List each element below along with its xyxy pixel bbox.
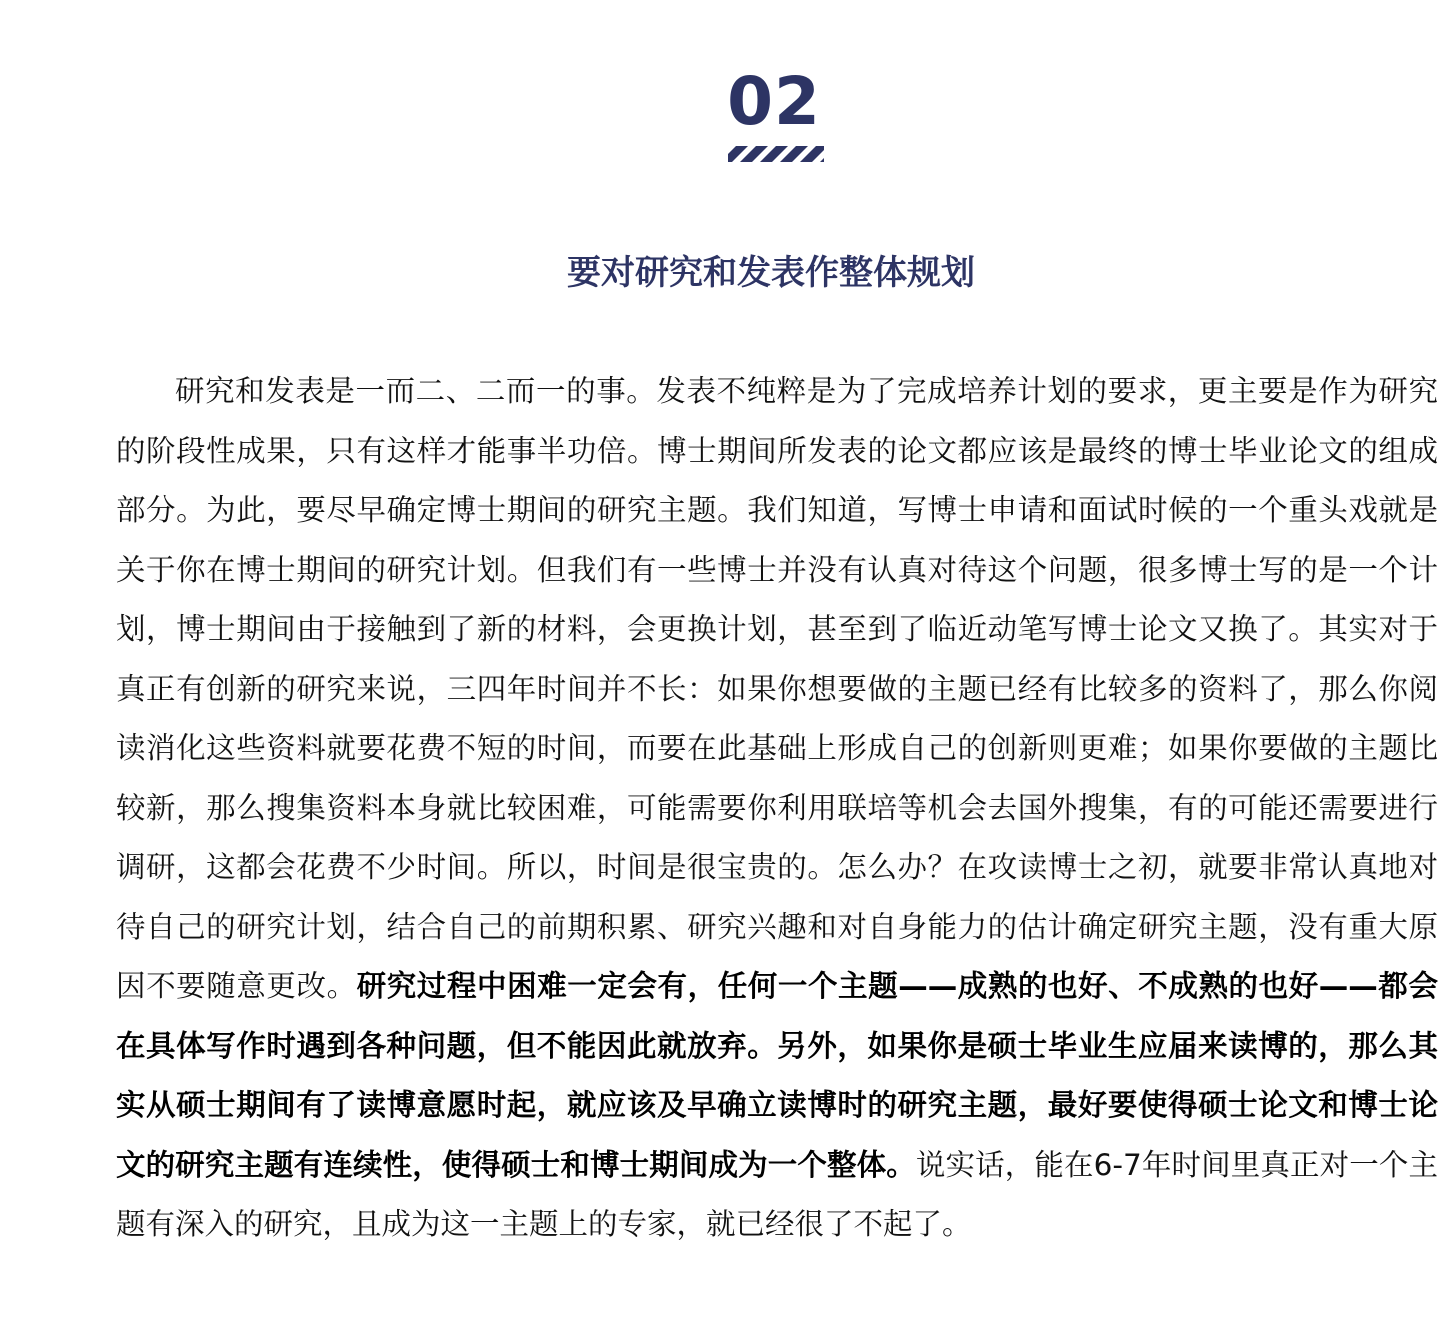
body-paragraph	[116, 362, 1438, 1255]
stripe-divider	[728, 146, 824, 162]
section-title: 要对研究和发表作整体规划	[567, 253, 975, 293]
section-number: 02	[727, 63, 821, 140]
paragraph-text-regular: 研究和发表是一而二、二而一的事。发表不纯粹是为了完成培养计划的要求，更主要是作为研究的阶段性成果，只有这样才能事半功倍。博士期间所发表的论文都应该是最终的博士毕业论文的组成部分。为此，要尽早确定博士期间的研究主题。我们知道，写博士申请和面试时候的一个重头戏就是关于你在博士期间的研究计划。但我们有一些博士并没有认真对待这个问题，很多博士写的是一个计划，博士期间由于接触到了新的材料，会更换计划，甚至到了临近动笔写博士论文又换了。其实对于真正有创新的研究来说，三四年时间并不长：如果你想要做的主题已经有比较多的资料了，那么你阅读消化这些资料就要花费不短的时间，而要在此基础上形成自己的创新则更难；如果你要做的主题比较新，那么搜集资料本身就比较困难，可能需要你利用联培等机会去国外搜集，有的可能还需要进行调研，这都会花费不少时间。所以，时间是很宝贵的。怎么办？在攻读博士之初，就要非常认真地对待自己的研究计划，结合自己的前期积累、研究兴趣和对自身能力的估计确定研究主题，没有重大原因不要随意更改。	[116, 374, 1438, 1003]
paragraph-text-closing: 说实话，能在6-7年时间里真正对一个主题有深入的研究，且成为这一主题上的专家，就已经很了不起了。	[116, 1147, 1438, 1241]
paragraph-text-bold: 研究过程中困难一定会有，任何一个主题——成熟的也好、不成熟的也好——都会在具体写作时遇到各种问题，但不能因此就放弃。另外，如果你是硕士毕业生应届来读博的，那么其实从硕士期间有了读博意愿时起，就应该及早确立读博时的研究主题，最好要使得硕士论文和博士论文的研究主题有连续性，使得硕士和博士期间成为一个整体。	[116, 969, 1438, 1182]
